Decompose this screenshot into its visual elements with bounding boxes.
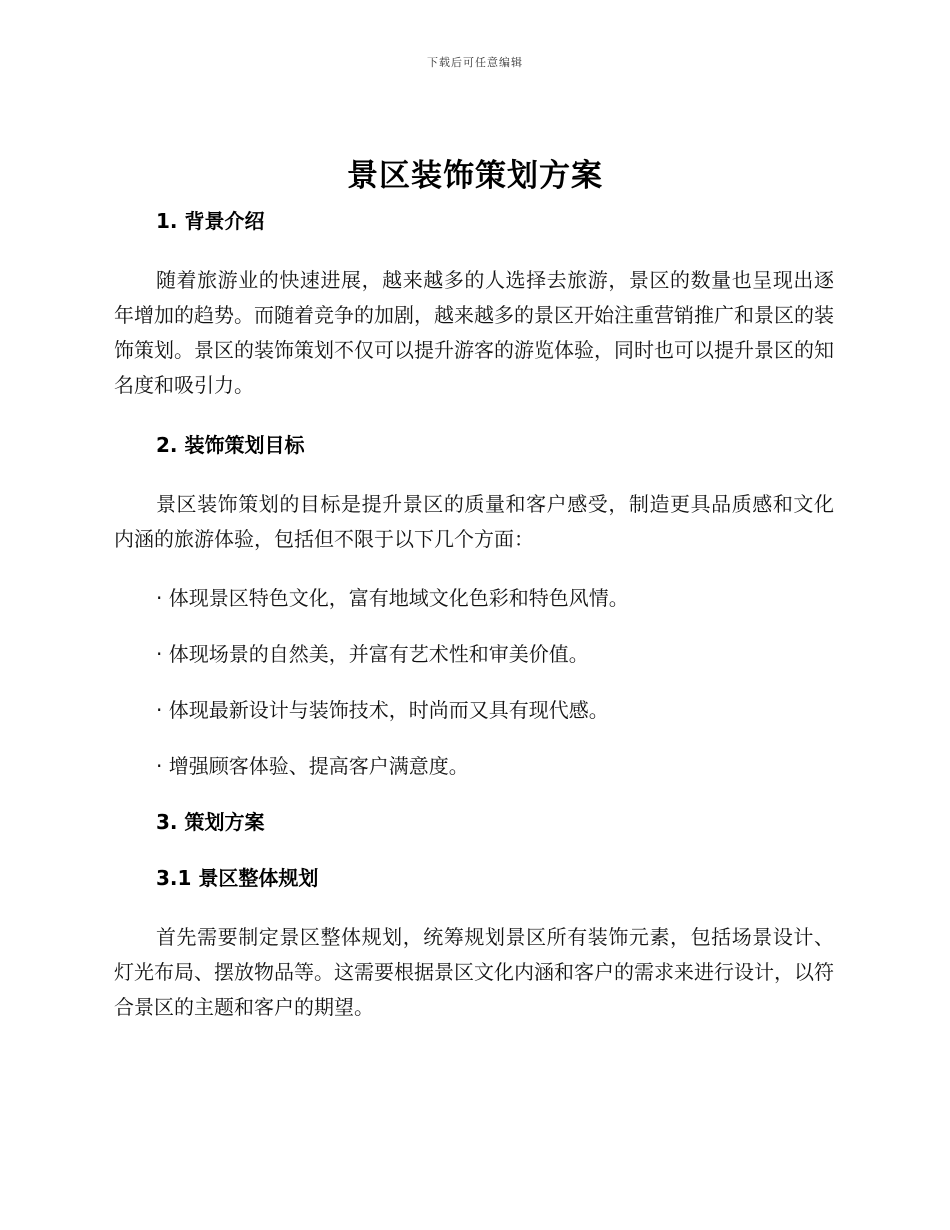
goal-bullet-3: · 体现最新设计与装饰技术，时尚而又具有现代感。 bbox=[156, 698, 609, 722]
section-heading-background: 1. 背景介绍 bbox=[156, 209, 265, 233]
paragraph-overall-plan: 首先需要制定景区整体规划，统筹规划景区所有装饰元素，包括场景设计、灯光布局、摆放物品等。这需要根据景区文化内涵和客户的需求来进行设计，以符合景区的主题和客户的期望。 bbox=[114, 925, 834, 1019]
paragraph-background: 随着旅游业的快速进展，越来越多的人选择去旅游，景区的数量也呈现出逐年增加的趋势。而随着竞争的加剧，越来越多的景区开始注重营销推广和景区的装饰策划。景区的装饰策划不仅可以提升游客的游览体验，同时也可以提升景区的知名度和吸引力。 bbox=[114, 268, 834, 397]
goal-bullet-2: · 体现场景的自然美，并富有艺术性和审美价值。 bbox=[156, 642, 589, 666]
document-body bbox=[114, 206, 834, 1025]
section-heading-plan: 3. 策划方案 bbox=[156, 810, 265, 834]
subsection-heading-overall-plan: 3.1 景区整体规划 bbox=[156, 866, 319, 890]
goal-bullet-4: · 增强顾客体验、提高客户满意度。 bbox=[156, 754, 469, 778]
goal-bullet-1: · 体现景区特色文化，富有地域文化色彩和特色风情。 bbox=[156, 586, 629, 610]
document-title: 景区装饰策划方案 bbox=[347, 158, 603, 194]
header-note: 下载后可任意编辑 bbox=[427, 56, 523, 69]
section-heading-goals: 2. 装饰策划目标 bbox=[156, 433, 305, 457]
paragraph-goals: 景区装饰策划的目标是提升景区的质量和客户感受，制造更具品质感和文化内涵的旅游体验，包括但不限于以下几个方面： bbox=[114, 492, 834, 551]
